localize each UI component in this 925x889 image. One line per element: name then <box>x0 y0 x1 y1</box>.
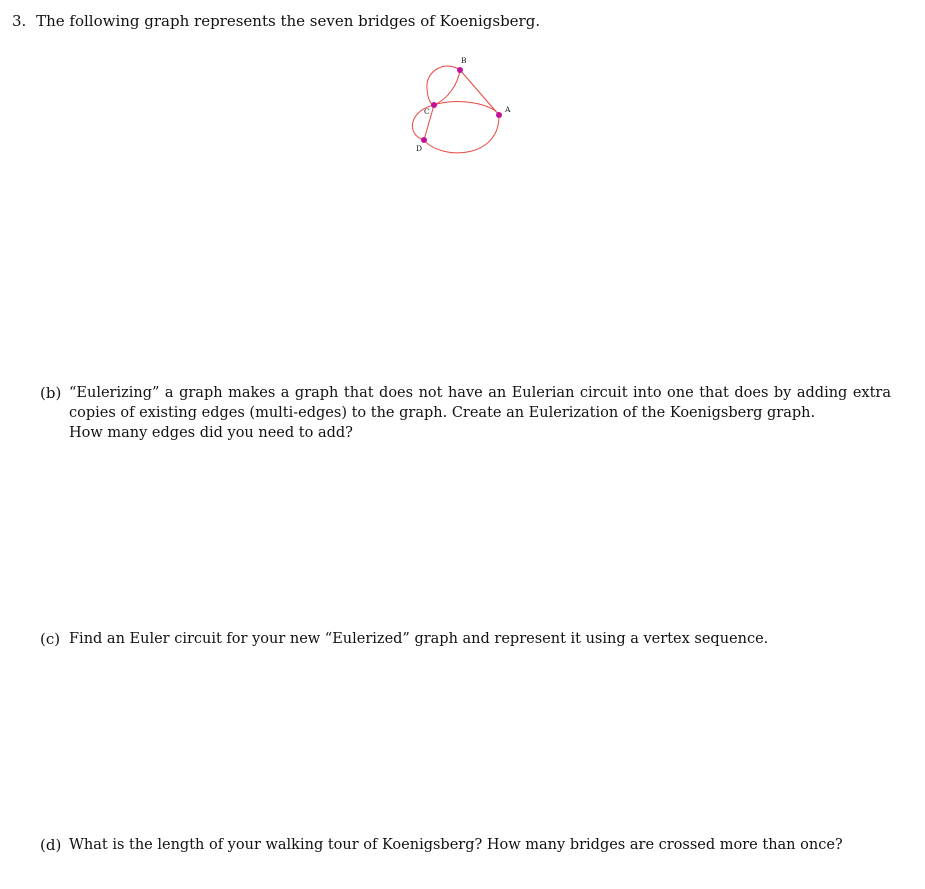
part-b-label: (b) <box>40 384 62 402</box>
vertex-c <box>431 102 437 108</box>
part-b-line2: copies of existing edges (multi-edges) to the graph. Create an Eulerization of the Koenigsberg graph. <box>69 405 816 421</box>
problem-intro: The following graph represents the seven bridges of Koenigsberg. <box>36 12 541 30</box>
graph-canvas <box>400 52 520 162</box>
part-c-label: (c) <box>40 630 61 648</box>
edge-b-a <box>460 70 499 115</box>
vertex-label-d: D <box>416 144 423 153</box>
part-b-line3: How many edges did you need to add? <box>69 425 353 441</box>
vertex-label-a: A <box>505 105 511 114</box>
vertex-a <box>496 112 502 118</box>
problem-header <box>12 11 540 31</box>
part-b-line1: “Eulerizing” a graph makes a graph that does not have an Eulerian circuit into one that does by adding extra <box>69 385 891 401</box>
vertex-label-b: B <box>461 56 467 65</box>
edge-b-c-inner <box>434 70 460 105</box>
problem-number: 3. <box>12 12 27 30</box>
part-d-text: What is the length of your walking tour of Koenigsberg? How many bridges are crossed more than once? <box>69 837 843 853</box>
part-c-text: Find an Euler circuit for your new “Eulerized” graph and represent it using a vertex sequence. <box>69 631 769 647</box>
vertex-label-c: C <box>424 107 430 116</box>
vertex-b <box>457 67 463 73</box>
koenigsberg-graph <box>400 52 520 162</box>
edge-d-a <box>424 115 499 153</box>
part-d-label: (d) <box>40 836 62 854</box>
vertex-d <box>421 137 427 143</box>
